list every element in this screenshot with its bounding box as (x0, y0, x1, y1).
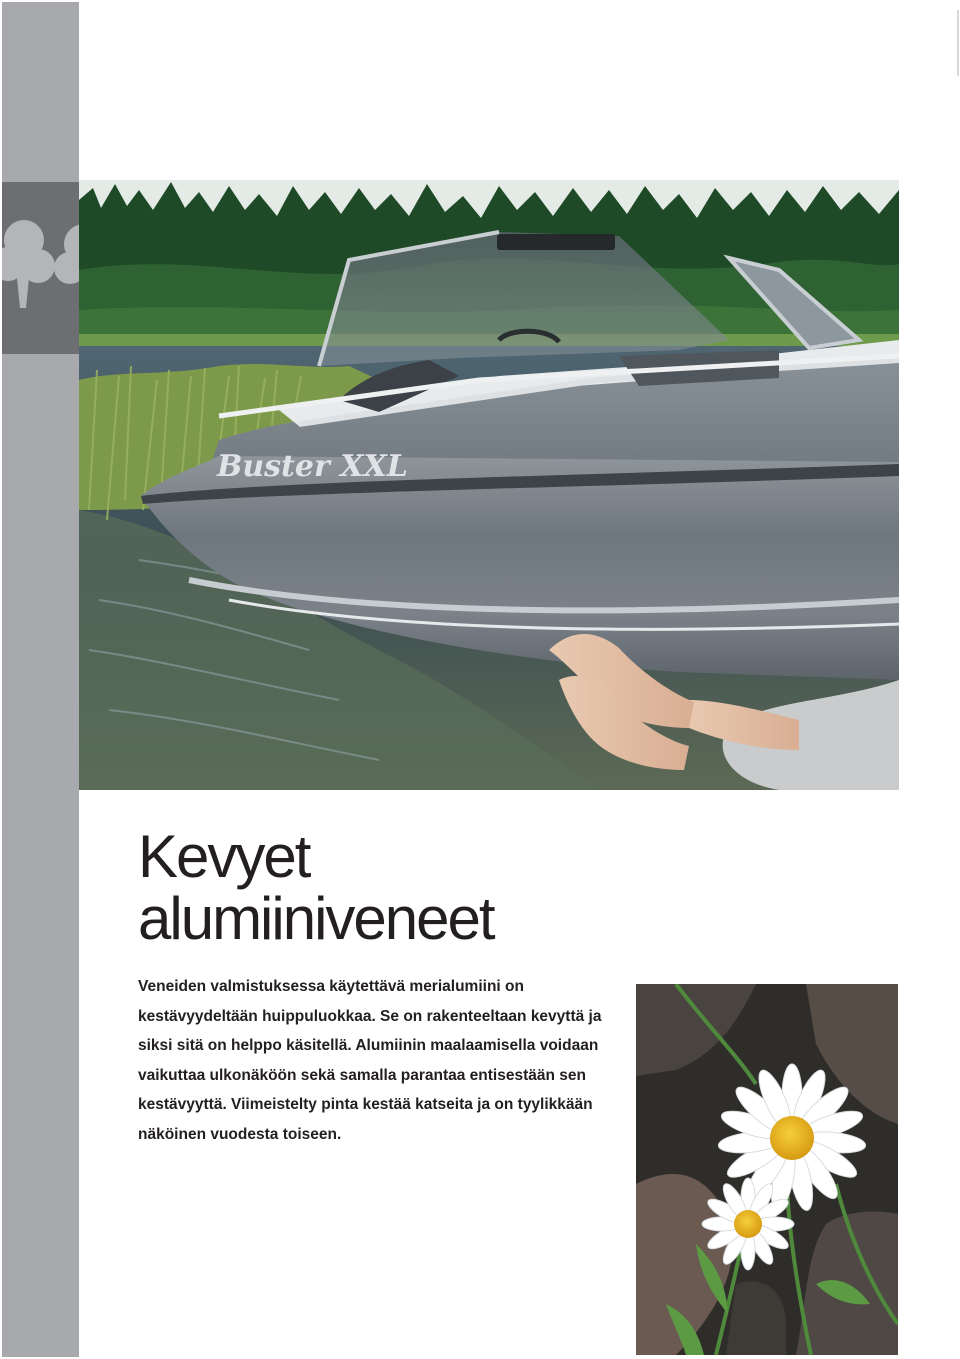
page-title (138, 823, 494, 952)
page-title-line-1: Kevyet (138, 823, 310, 890)
boat-photo (79, 180, 899, 790)
hull-text: Buster XXL (217, 449, 408, 484)
body-paragraph: Veneiden valmistuksessa käytettävä merialumiini on kestävyydeltään huippuluokkaa. Se on rakenteeltaan kevyttä ja siksi sitä on helppo käsitellä. Alumiinin maalaamisella voidaan vaikuttaa ulkonäköön sekä samalla parantaa entisestään sen kestävyyttä. Viimeistelty pinta kestää katseita ja on tyylikkään näköinen vuodesta toiseen. (138, 978, 602, 1143)
clover-emblem-icon (2, 182, 79, 354)
edge-mark (957, 10, 959, 76)
side-emblem (2, 182, 79, 354)
page-title-line-2: alumiiniveneet (138, 885, 494, 952)
daisy-photo (636, 984, 898, 1355)
